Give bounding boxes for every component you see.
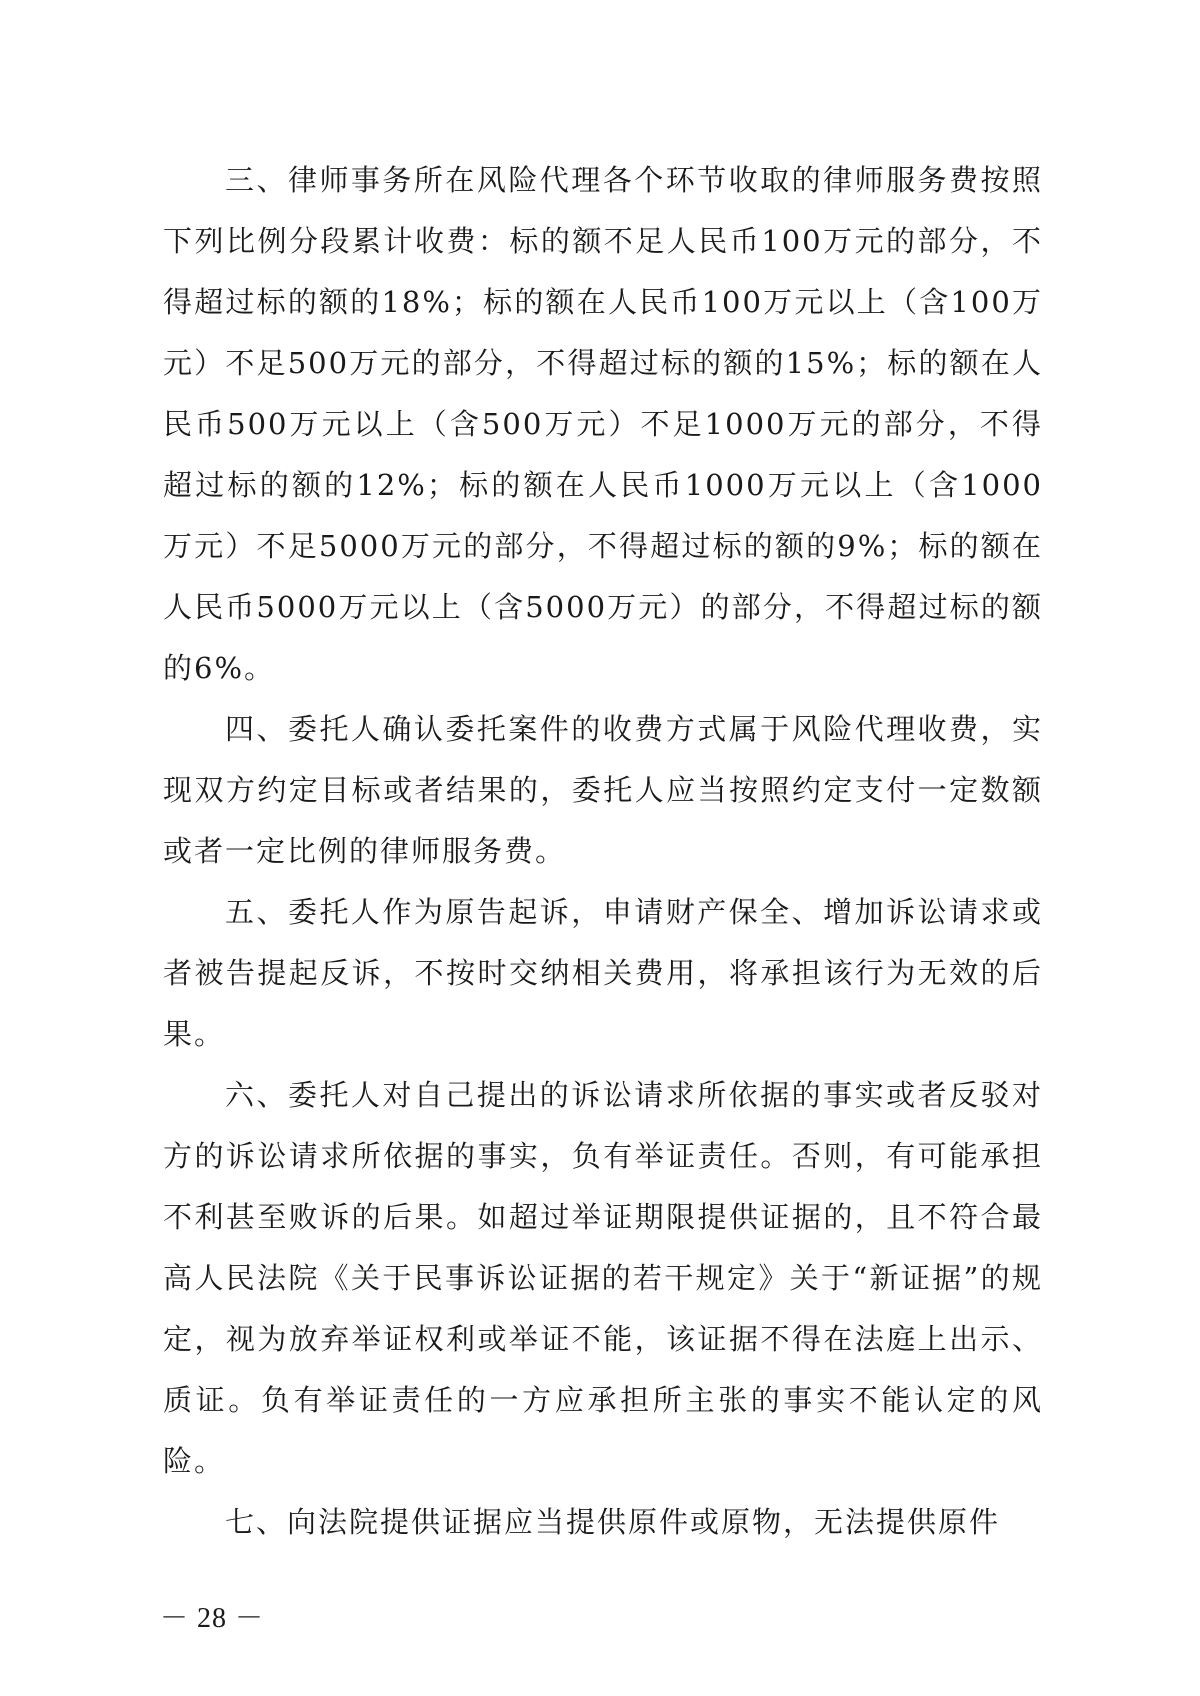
paragraph-7-original-evidence: 七、向法院提供证据应当提供原件或原物，无法提供原件 — [225, 1505, 1001, 1539]
page-number: － 28 － — [160, 1603, 265, 1634]
paragraph-4-risk-agency-confirmation: 四、委托人确认委托案件的收费方式属于风险代理收费，实现双方约定目标或者结果的，委托人应当按照约定支付一定数额或者一定比例的律师服务费。 — [163, 712, 1043, 868]
paragraph-5-fee-payment: 五、委托人作为原告起诉，申请财产保全、增加诉讼请求或者被告提起反诉，不按时交纳相关费用，将承担该行为无效的后果。 — [163, 895, 1043, 1051]
document-body — [163, 150, 1043, 1553]
paragraph-3-fee-schedule: 三、律师事务所在风险代理各个环节收取的律师服务费按照下列比例分段累计收费：标的额不足人民币100万元的部分，不得超过标的额的18%；标的额在人民币100万元以上（含100万元）不足500万元的部分，不得超过标的额的15%；标的额在人民币500万元以上（含500万元）不足1000万元的部分，不得超过标的额的12%；标的额在人民币1000万元以上（含1000万元）不足5000万元的部分，不得超过标的额的9%；标的额在人民币5000万元以上（含5000万元）的部分，不得超过标的额的6%。 — [163, 163, 1043, 685]
paragraph-6-burden-of-proof: 六、委托人对自己提出的诉讼请求所依据的事实或者反驳对方的诉讼请求所依据的事实，负有举证责任。否则，有可能承担不利甚至败诉的后果。如超过举证期限提供证据的，且不符合最高人民法院《关于民事诉讼证据的若干规定》关于“新证据”的规定，视为放弃举证权利或举证不能，该证据不得在法庭上出示、质证。负有举证责任的一方应承担所主张的事实不能认定的风险。 — [163, 1078, 1043, 1478]
